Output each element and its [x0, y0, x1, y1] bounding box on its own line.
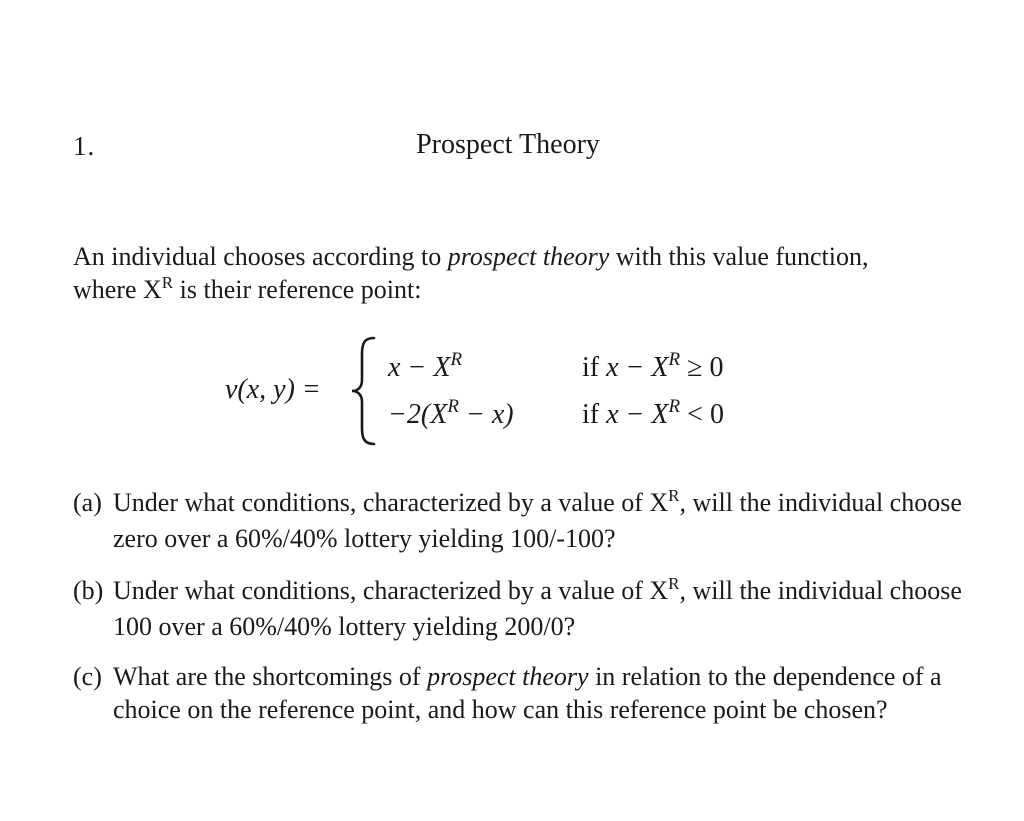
formula-case2-expression [388, 396, 514, 431]
question-label: (a) [73, 488, 102, 517]
question-label: (c) [73, 662, 102, 691]
cond-rel: ≥ 0 [680, 352, 724, 383]
intro-text: where X [73, 275, 162, 304]
question-text-part: Under what conditions, characterized by a value of X [113, 488, 669, 517]
cond-if: if [582, 352, 607, 383]
formula-case1-expression [388, 349, 463, 384]
question-text [113, 486, 973, 555]
left-brace-icon [350, 336, 380, 446]
intro-text: is their reference point: [173, 275, 422, 304]
question-text-part: Under what conditions, characterized by a value of X [113, 576, 669, 605]
problem-number: 1. [73, 131, 96, 161]
question-label: (b) [73, 576, 104, 605]
question-text [113, 660, 973, 726]
problem-title: Prospect Theory [416, 129, 600, 160]
cond-var: x − X [606, 399, 669, 430]
question-b [73, 574, 973, 643]
formula-case1-condition [582, 349, 724, 384]
expr-text: − x) [458, 399, 514, 430]
cond-rel: < 0 [680, 399, 724, 430]
formula-lhs: v(x, y) = [225, 374, 321, 405]
superscript: R [450, 349, 463, 370]
expr-text: −2(X [388, 399, 448, 430]
intro-line-2 [73, 273, 953, 309]
expr-text: x − X [388, 352, 451, 383]
superscript: R [447, 396, 459, 417]
question-text-part: , will the individual choose 100 over a 60%/40% lottery yielding 200/0? [113, 576, 962, 641]
intro-text: An individual chooses according to [73, 242, 448, 271]
question-c [73, 660, 973, 726]
intro-emphasis: prospect theory [447, 242, 610, 271]
question-text-part: , will the individual choose zero over a 60%/40% lottery yielding 100/-100? [113, 488, 962, 553]
question-text-part: What are the shortcomings of [113, 662, 428, 691]
question-text-part: in relation to the dependence of a choice on the reference point, and how can this reference point be chosen? [113, 662, 942, 724]
superscript: R [668, 486, 680, 505]
question-a [73, 486, 973, 555]
superscript: R [668, 349, 681, 370]
cond-var: x − X [606, 352, 669, 383]
superscript: R [161, 273, 174, 292]
question-emphasis: prospect theory [427, 662, 589, 691]
formula-case2-condition [582, 396, 724, 431]
cond-if: if [582, 399, 607, 430]
question-text [113, 574, 973, 643]
intro-text: with this value function, [609, 242, 869, 271]
superscript: R [668, 396, 681, 417]
superscript: R [668, 574, 680, 593]
intro-line-1 [73, 240, 953, 273]
intro-paragraph [73, 240, 953, 309]
